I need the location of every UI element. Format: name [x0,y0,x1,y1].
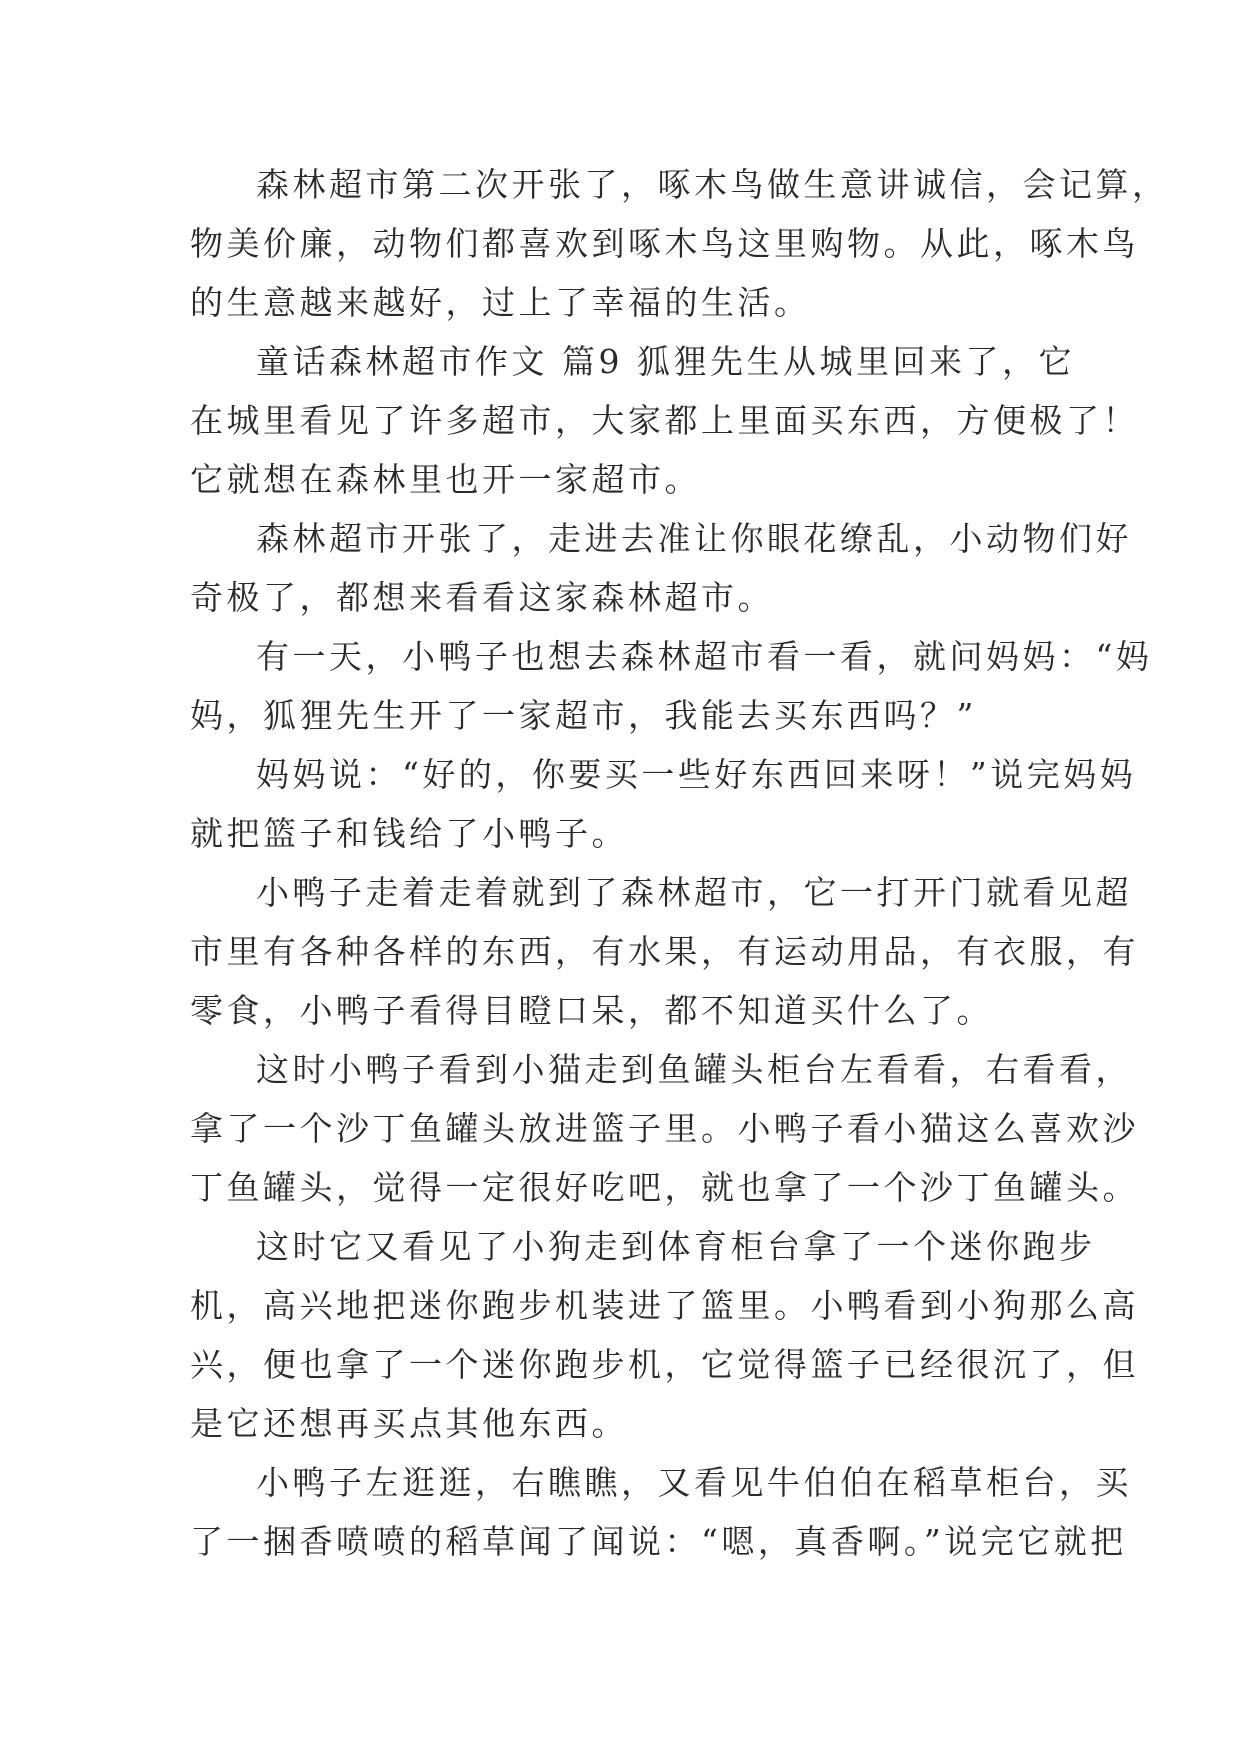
text-line: 是它还想再买点其他东西。 [190,1404,628,1443]
text-line: 兴，便也拿了一个迷你跑步机，它觉得篮子已经很沉了，但 [190,1345,1139,1384]
text-line: 童话森林超市作文 篇9 狐狸先生从城里回来了，它 [256,342,1075,381]
text-line: 物美价廉，动物们都喜欢到啄木鸟这里购物。从此，啄木鸟 [190,224,1139,263]
text-line: 小鸭子走着走着就到了森林超市，它一打开门就看见超 [256,873,1132,912]
text-line: 就把篮子和钱给了小鸭子。 [190,814,628,853]
text-line: 在城里看见了许多超市，大家都上里面买东西，方便极了！ [190,401,1139,440]
text-line: 森林超市开张了，走进去准让你眼花缭乱，小动物们好 [256,519,1132,558]
text-line: 市里有各种各样的东西，有水果，有运动用品，有衣服，有 [190,932,1139,971]
text-line: 妈妈说：“好的，你要买一些好东西回来呀！”说完妈妈 [256,755,1137,794]
text-line: 这时它又看见了小狗走到体育柜台拿了一个迷你跑步 [256,1227,1096,1266]
text-line: 有一天，小鸭子也想去森林超市看一看，就问妈妈：“妈 [256,637,1153,676]
text-line: 拿了一个沙丁鱼罐头放进篮子里。小鸭子看小猫这么喜欢沙 [190,1109,1139,1148]
text-line: 小鸭子左逛逛，右瞧瞧，又看见牛伯伯在稻草柜台，买 [256,1463,1132,1502]
text-line: 零食，小鸭子看得目瞪口呆，都不知道买什么了。 [190,991,993,1030]
text-line: 丁鱼罐头，觉得一定很好吃吧，就也拿了一个沙丁鱼罐头。 [190,1168,1139,1207]
text-line: 机，高兴地把迷你跑步机装进了篮里。小鸭看到小狗那么高 [190,1286,1139,1325]
text-line: 了一捆香喷喷的稻草闻了闻说：“嗯，真香啊。”说完它就把 [190,1522,1127,1561]
text-line: 妈，狐狸先生开了一家超市，我能去买东西吗？” [190,696,977,735]
text-line: 的生意越来越好，过上了幸福的生活。 [190,283,811,322]
text-line: 它就想在森林里也开一家超市。 [190,460,701,499]
text-line: 森林超市第二次开张了，啄木鸟做生意讲诚信，会记算， [256,165,1169,204]
text-line: 奇极了，都想来看看这家森林超市。 [190,578,774,617]
text-line: 这时小鸭子看到小猫走到鱼罐头柜台左看看，右看看， [256,1050,1132,1089]
story-text [190,155,1169,1571]
